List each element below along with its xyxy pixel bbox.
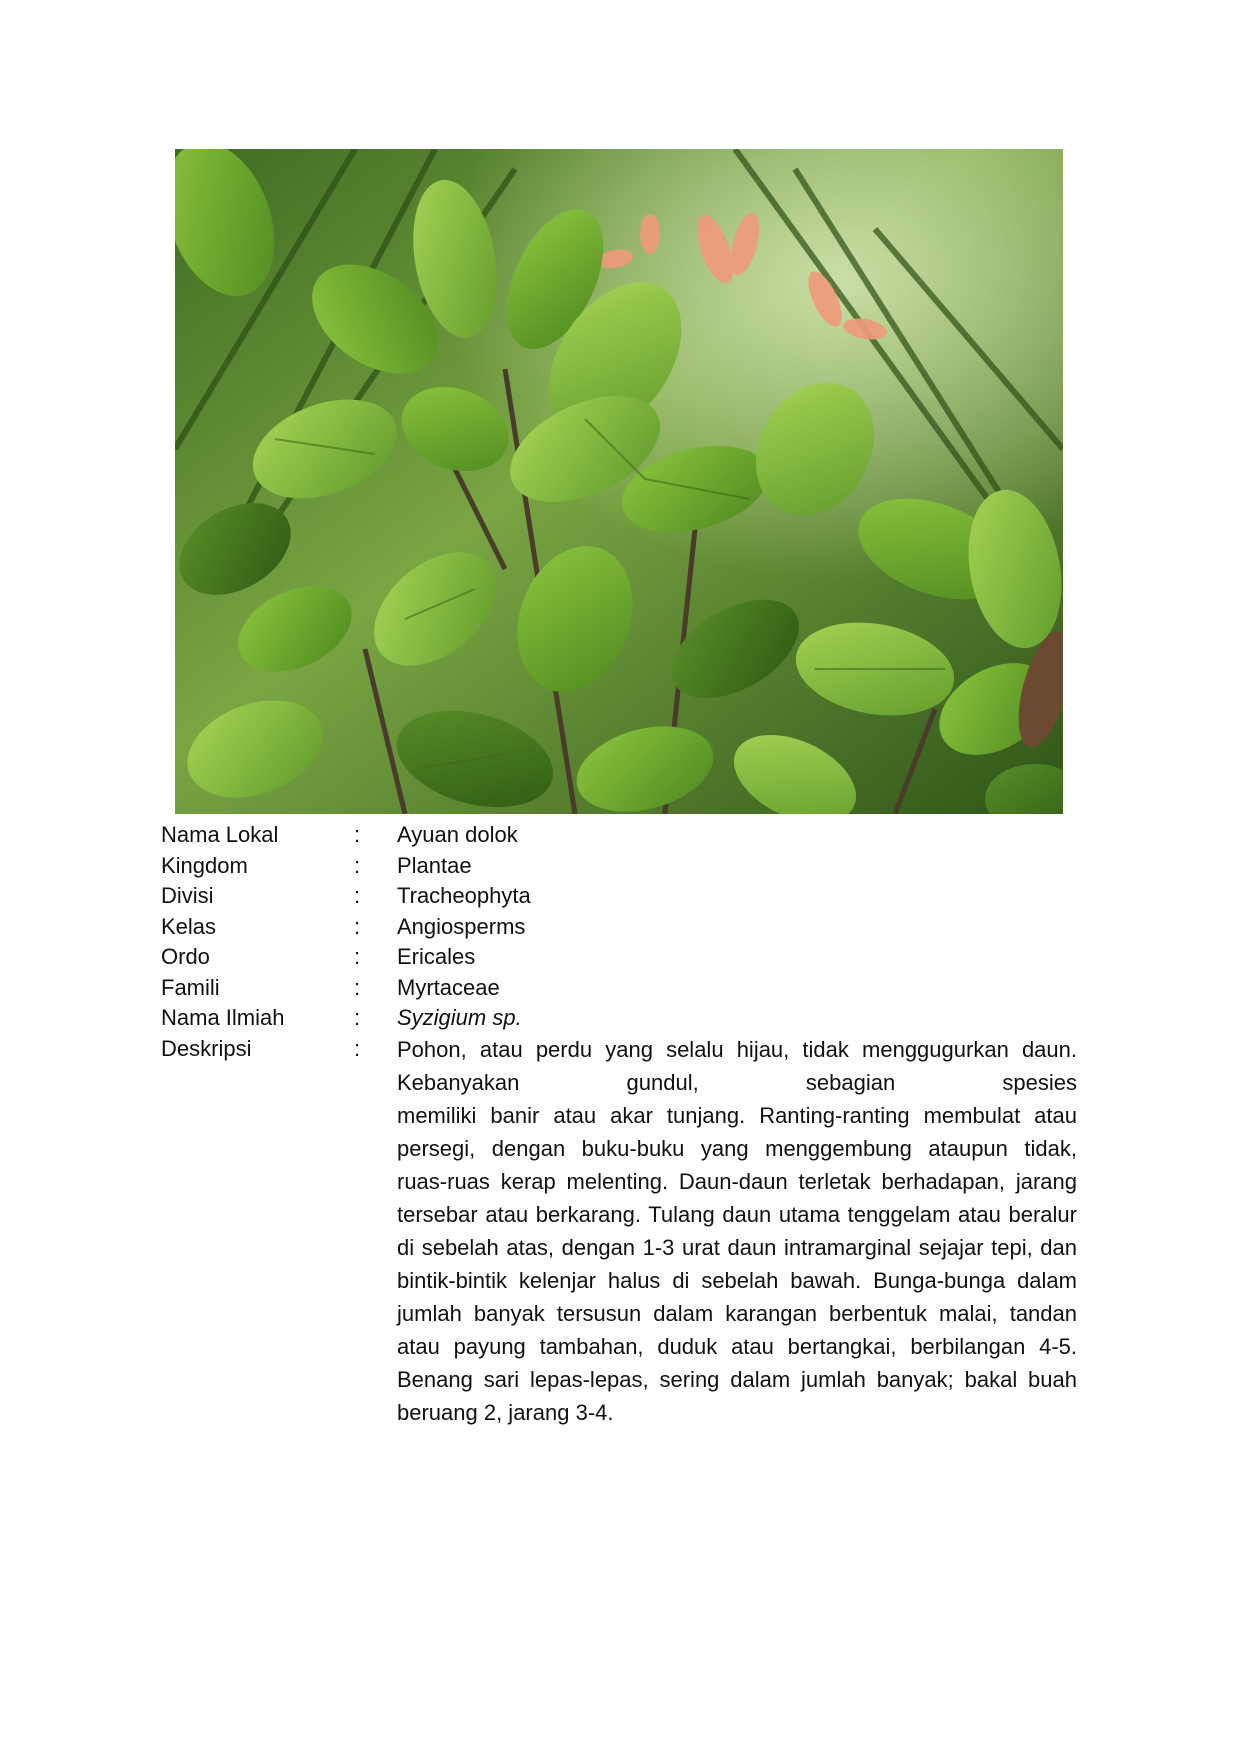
row-kingdom bbox=[161, 851, 1081, 882]
row-colon: : bbox=[354, 913, 361, 939]
row-kelas bbox=[161, 912, 1081, 943]
row-colon: : bbox=[354, 974, 361, 1000]
row-label: Nama Lokal bbox=[161, 822, 279, 847]
row-colon: : bbox=[354, 852, 361, 878]
row-colon: : bbox=[354, 944, 361, 969]
row-value: Ayuan dolok bbox=[397, 822, 518, 847]
row-value: Angiosperms bbox=[397, 913, 526, 939]
leaf-illustration bbox=[175, 149, 1063, 814]
description-line: Kebanyakan gundul, sebagian spesies bbox=[397, 1069, 1077, 1095]
row-ordo bbox=[161, 942, 1081, 973]
row-label: Deskripsi bbox=[161, 1035, 252, 1061]
row-colon: : bbox=[354, 883, 361, 908]
description-line: memiliki banir atau akar tunjang. Ranting-ranting membulat atau bbox=[397, 1102, 1077, 1128]
row-colon: : bbox=[354, 822, 361, 847]
description-line: atau payung tambahan, duduk atau bertangkai, berbilangan 4-5. bbox=[397, 1333, 1077, 1359]
row-colon: : bbox=[354, 1035, 361, 1061]
row-label: Kelas bbox=[161, 913, 217, 939]
description-line: tersebar atau berkarang. Tulang daun utama tenggelam atau beralur bbox=[397, 1201, 1077, 1227]
scientific-name: Syzigium sp. bbox=[397, 1005, 522, 1030]
row-value: Myrtaceae bbox=[397, 974, 500, 1000]
description-line: bintik-bintik kelenjar halus di sebelah bawah. Bunga-bunga dalam bbox=[397, 1267, 1077, 1293]
description-line: beruang 2, jarang 3-4. bbox=[397, 1399, 614, 1425]
row-value: Plantae bbox=[397, 852, 472, 878]
row-nama-ilmiah bbox=[161, 1003, 1081, 1034]
description-line: ruas-ruas kerap melenting. Daun-daun terletak berhadapan, jarang bbox=[397, 1168, 1077, 1194]
taxonomy-table bbox=[161, 820, 1081, 1429]
description-line: Pohon, atau perdu yang selalu hijau, tidak menggugurkan daun. bbox=[397, 1036, 1077, 1062]
row-label: Divisi bbox=[161, 883, 214, 908]
description-line: jumlah banyak tersusun dalam karangan berbentuk malai, tandan bbox=[397, 1300, 1077, 1326]
row-nama-lokal bbox=[161, 820, 1081, 851]
row-label: Famili bbox=[161, 974, 220, 1000]
row-divisi bbox=[161, 881, 1081, 912]
row-value: Ericales bbox=[397, 944, 476, 969]
description-text bbox=[397, 1033, 1077, 1429]
row-value: Tracheophyta bbox=[397, 883, 531, 908]
row-deskripsi bbox=[161, 1034, 1081, 1429]
row-label: Ordo bbox=[161, 944, 210, 969]
description-line: persegi, dengan buku-buku yang menggembung ataupun tidak, bbox=[397, 1135, 1077, 1161]
row-famili bbox=[161, 973, 1081, 1004]
description-line: Benang sari lepas-lepas, sering dalam jumlah banyak; bakal buah bbox=[397, 1366, 1077, 1392]
plant-photo bbox=[175, 149, 1063, 814]
row-label: Kingdom bbox=[161, 852, 248, 878]
row-colon: : bbox=[354, 1005, 361, 1030]
row-label: Nama Ilmiah bbox=[161, 1005, 285, 1030]
description-line: di sebelah atas, dengan 1-3 urat daun intramarginal sejajar tepi, dan bbox=[397, 1234, 1077, 1260]
